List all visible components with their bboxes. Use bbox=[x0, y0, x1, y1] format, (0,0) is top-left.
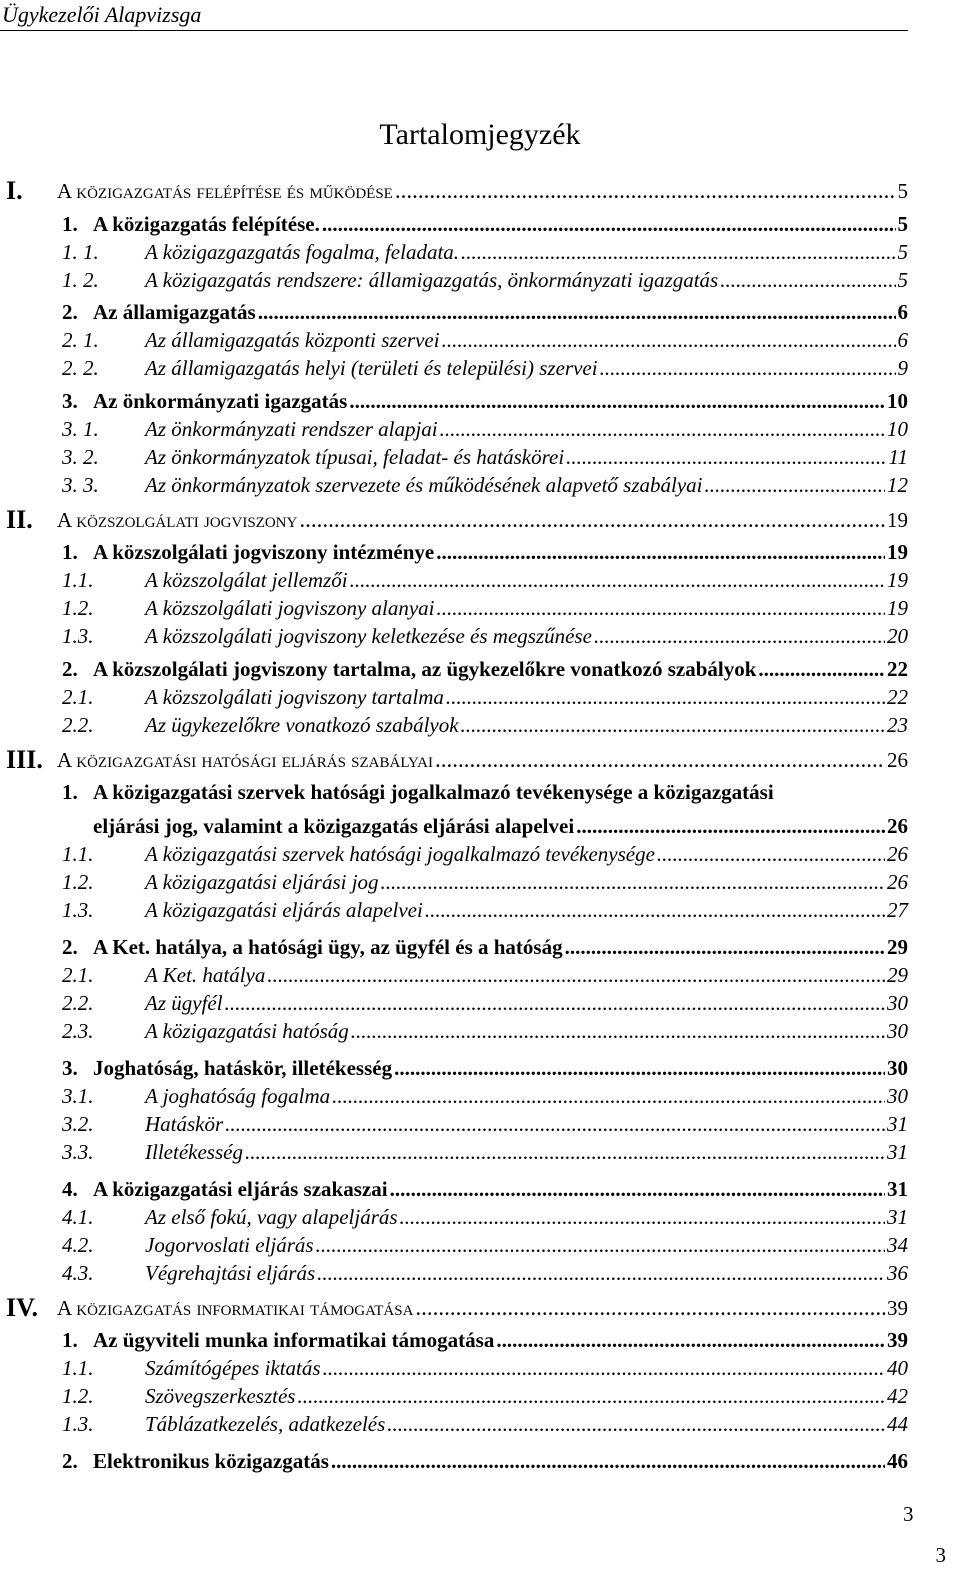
toc-entry[interactable] bbox=[0, 1053, 960, 1083]
toc-entry-page: 42 bbox=[885, 1381, 908, 1411]
toc-entry-leader bbox=[145, 325, 908, 355]
toc-entry[interactable] bbox=[0, 654, 960, 684]
dot-leader bbox=[245, 1137, 885, 1167]
toc-entry-text: Az ügykezelőkre vonatkozó szabályok bbox=[145, 710, 461, 740]
toc-entry-leader bbox=[145, 895, 908, 925]
dot-leader bbox=[225, 1109, 885, 1139]
toc-entry-text: A közigazgatási hatóság bbox=[145, 1016, 351, 1046]
toc-entry-page: 9 bbox=[896, 353, 909, 383]
toc-entry-leader bbox=[93, 654, 908, 684]
dot-leader bbox=[390, 1174, 885, 1204]
dot-leader bbox=[322, 209, 896, 239]
toc-entry-text: A közigazgatás felépítése. bbox=[93, 209, 322, 239]
toc-entry-text: A közszolgálati jogviszony tartalma bbox=[145, 682, 446, 712]
toc-entry-leader bbox=[57, 745, 908, 775]
toc-entry-leader bbox=[145, 1016, 908, 1046]
toc-entry-page: 22 bbox=[885, 654, 908, 684]
toc-entry-page: 22 bbox=[885, 682, 908, 712]
dot-leader bbox=[442, 325, 896, 355]
toc-entry-page: 11 bbox=[887, 442, 908, 472]
toc-entry-leader bbox=[93, 537, 908, 567]
toc-entry-page: 26 bbox=[885, 745, 908, 775]
toc-entry-page: 20 bbox=[885, 621, 908, 651]
dot-leader bbox=[351, 1016, 885, 1046]
toc-entry-page: 39 bbox=[885, 1325, 908, 1355]
toc-entry-number: 4.1. bbox=[62, 1205, 94, 1229]
toc-entry-page: 26 bbox=[885, 811, 908, 841]
toc-entry-text: Számítógépes iktatás bbox=[145, 1353, 323, 1383]
toc-entry-text: A joghatóság fogalma bbox=[145, 1081, 332, 1111]
toc-entry-number: 4. bbox=[62, 1177, 78, 1201]
dot-leader bbox=[657, 839, 885, 869]
dot-leader bbox=[316, 1230, 885, 1260]
toc-entry-page: 10 bbox=[885, 386, 908, 416]
toc-entry[interactable] bbox=[0, 209, 960, 239]
toc-entry-number: 1.1. bbox=[62, 842, 94, 866]
toc-entry-text: Az önkormányzati igazgatás bbox=[93, 386, 349, 416]
dot-leader bbox=[440, 414, 885, 444]
toc-entry-text: Az ügyfél bbox=[145, 988, 225, 1018]
toc-entry[interactable] bbox=[0, 777, 960, 841]
toc-entry-leader bbox=[145, 1081, 908, 1111]
toc-entry-number: 3. 3. bbox=[62, 473, 99, 497]
toc-entry-number: 3. 2. bbox=[62, 445, 99, 469]
toc-entry[interactable] bbox=[0, 682, 960, 712]
toc-entry-leader bbox=[145, 1202, 908, 1232]
toc-entry-leader bbox=[57, 505, 908, 535]
dot-leader bbox=[594, 621, 885, 651]
toc-entry-number: 1.2. bbox=[62, 596, 94, 620]
toc-entry-number: 2. 2. bbox=[62, 356, 99, 380]
toc-entry-leader bbox=[145, 1381, 908, 1411]
toc-entry-text-line1: A közigazgatási szervek hatósági jogalkalmazó tevékenysége a közigazgatási bbox=[93, 780, 774, 804]
toc-entry-page: 29 bbox=[885, 960, 908, 990]
toc-entry-page: 12 bbox=[885, 470, 908, 500]
toc-entry-leader bbox=[145, 442, 908, 472]
toc-entry[interactable] bbox=[0, 988, 960, 1018]
toc-entry-page: 30 bbox=[885, 1053, 908, 1083]
toc-entry[interactable] bbox=[0, 1258, 960, 1288]
dot-leader bbox=[323, 1353, 885, 1383]
toc-entry-leader bbox=[93, 811, 908, 841]
toc-entry-number: 3.1. bbox=[62, 1084, 94, 1108]
dot-leader bbox=[436, 537, 885, 567]
dot-leader bbox=[350, 565, 885, 595]
toc-entry-page: 26 bbox=[885, 839, 908, 869]
toc-entry-text: Illetékesség bbox=[145, 1137, 245, 1167]
dot-leader bbox=[576, 811, 885, 841]
toc-entry-number: 4.3. bbox=[62, 1261, 94, 1285]
toc-entry-text: A közigazgatási eljárási jog bbox=[145, 867, 381, 897]
toc-entry-leader bbox=[145, 1137, 908, 1167]
toc-entry-leader bbox=[145, 1230, 908, 1260]
dot-leader bbox=[437, 593, 885, 623]
toc-entry-number: 4.2. bbox=[62, 1233, 94, 1257]
toc-entry-text: A közigazgatás felépítése és működése bbox=[57, 176, 395, 206]
toc-entry[interactable] bbox=[0, 839, 960, 869]
toc-entry-text: A közigazgatási szervek hatósági jogalkalmazó tevékenysége bbox=[145, 839, 657, 869]
toc-entry-number: 2. bbox=[62, 300, 78, 324]
toc-entry-leader bbox=[93, 297, 908, 327]
toc-entry-page: 31 bbox=[885, 1109, 908, 1139]
toc-entry-text: A Ket. hatálya bbox=[145, 960, 267, 990]
toc-entry-leader bbox=[57, 176, 908, 206]
toc-entry-page: 19 bbox=[885, 505, 908, 535]
toc-entry[interactable] bbox=[0, 1353, 960, 1383]
toc-entry-text: Elektronikus közigazgatás bbox=[93, 1446, 331, 1476]
toc-entry-number: 3. bbox=[62, 389, 78, 413]
toc-entry[interactable] bbox=[0, 895, 960, 925]
toc-entry-text: A közszolgálati jogviszony alanyai bbox=[145, 593, 437, 623]
dot-leader bbox=[415, 1293, 885, 1323]
toc-entry[interactable] bbox=[0, 1293, 960, 1323]
toc-entry-leader bbox=[145, 839, 908, 869]
toc-entry[interactable] bbox=[0, 745, 960, 775]
toc-entry-number: 1. bbox=[62, 1328, 78, 1352]
dot-leader bbox=[332, 1081, 885, 1111]
toc-entry-leader bbox=[145, 593, 908, 623]
toc-entry-number: III. bbox=[6, 745, 43, 774]
toc-entry-number: 3. 1. bbox=[62, 417, 99, 441]
toc-entry[interactable] bbox=[0, 237, 960, 267]
toc-entry-text: A közigazgatási eljárás alapelvei bbox=[145, 895, 425, 925]
toc-entry-number: 2.2. bbox=[62, 713, 94, 737]
dot-leader bbox=[565, 932, 885, 962]
header-title: Ügykezelői Alapvizsga bbox=[2, 2, 202, 27]
toc-entry-leader bbox=[145, 237, 908, 267]
dot-leader bbox=[331, 1446, 885, 1476]
dot-leader bbox=[381, 867, 885, 897]
dot-leader bbox=[258, 297, 896, 327]
toc-entry-page: 5 bbox=[896, 209, 909, 239]
dot-leader bbox=[496, 1325, 885, 1355]
toc-entry[interactable] bbox=[0, 265, 960, 295]
toc-entry-number: IV. bbox=[6, 1293, 39, 1322]
toc-entry-page: 10 bbox=[885, 414, 908, 444]
dot-leader bbox=[425, 895, 885, 925]
toc-entry-page: 19 bbox=[885, 565, 908, 595]
toc-entry-text: A közszolgálati jogviszony tartalma, az ügykezelőkre vonatkozó szabályok bbox=[93, 654, 758, 684]
toc-entry[interactable] bbox=[0, 1409, 960, 1439]
toc-entry[interactable] bbox=[0, 1202, 960, 1232]
toc-entry-number: 1.3. bbox=[62, 1412, 94, 1436]
toc-entry[interactable] bbox=[0, 1137, 960, 1167]
toc-entry-leader bbox=[145, 1258, 908, 1288]
toc-entry-text: Az államigazgatás központi szervei bbox=[145, 325, 442, 355]
toc-entry[interactable] bbox=[0, 1174, 960, 1204]
toc-entry-leader bbox=[145, 1353, 908, 1383]
toc-entry[interactable] bbox=[0, 537, 960, 567]
toc-entry-number: 3.2. bbox=[62, 1112, 94, 1136]
dot-leader bbox=[400, 1202, 885, 1232]
toc-entry-leader bbox=[145, 682, 908, 712]
toc-entry-number: I. bbox=[6, 176, 23, 205]
toc-entry[interactable] bbox=[0, 1381, 960, 1411]
toc-entry-leader bbox=[145, 470, 908, 500]
toc-entry-leader bbox=[93, 1053, 908, 1083]
page-number: 3 bbox=[935, 1543, 946, 1567]
toc-entry-page: 31 bbox=[885, 1202, 908, 1232]
toc-entry-text: eljárási jog, valamint a közigazgatás eljárási alapelvei bbox=[93, 811, 576, 841]
toc-entry-page: 23 bbox=[885, 710, 908, 740]
toc-entry-text: Az államigazgatás helyi (területi és települési) szervei bbox=[145, 353, 600, 383]
toc-entry[interactable] bbox=[0, 505, 960, 535]
page-header bbox=[0, 0, 908, 31]
toc-entry-number: 1. bbox=[62, 780, 78, 804]
toc-entry-number: 3.3. bbox=[62, 1140, 94, 1164]
toc-entry-text: Joghatóság, hatáskör, illetékesség bbox=[93, 1053, 394, 1083]
toc-entry-text: A közigazgatás informatikai támogatása bbox=[57, 1293, 415, 1323]
toc-entry[interactable] bbox=[0, 297, 960, 327]
dot-leader bbox=[394, 1053, 885, 1083]
toc-entry[interactable] bbox=[0, 176, 960, 206]
toc-entry-page: 6 bbox=[896, 325, 909, 355]
toc-entry-page: 29 bbox=[885, 932, 908, 962]
toc-entry[interactable] bbox=[0, 442, 960, 472]
toc-entry[interactable] bbox=[0, 325, 960, 355]
toc-entry-text: Az államigazgatás bbox=[93, 297, 258, 327]
toc-entry-number: 1. 1. bbox=[62, 240, 99, 264]
toc-entry-number: 1.3. bbox=[62, 898, 94, 922]
toc-entry-page: 31 bbox=[885, 1137, 908, 1167]
toc-entry[interactable] bbox=[0, 565, 960, 595]
toc-entry-leader bbox=[145, 1109, 908, 1139]
toc-entry[interactable] bbox=[0, 1446, 960, 1476]
toc-entry[interactable] bbox=[0, 593, 960, 623]
toc-entry-number: 1.2. bbox=[62, 1384, 94, 1408]
toc-entry-text: A közigazgazgatás fogalma, feladata. bbox=[145, 237, 461, 267]
toc-entry-page: 5 bbox=[896, 265, 909, 295]
dot-leader bbox=[705, 470, 885, 500]
toc-entry-text: A közszolgálati jogviszony bbox=[57, 505, 299, 535]
toc-entry[interactable] bbox=[0, 386, 960, 416]
toc-entry-number: 2.1. bbox=[62, 685, 94, 709]
dot-leader bbox=[758, 654, 885, 684]
toc-entry-page: 31 bbox=[885, 1174, 908, 1204]
toc-entry-page: 5 bbox=[896, 176, 909, 206]
toc-entry-text: A közigazgatás rendszere: államigazgatás, önkormányzati igazgatás bbox=[145, 265, 720, 295]
toc-entry-leader bbox=[145, 988, 908, 1018]
toc-entry-page: 40 bbox=[885, 1353, 908, 1383]
toc-entry-text: Az önkormányzatok típusai, feladat- és hatáskörei bbox=[145, 442, 566, 472]
dot-leader bbox=[267, 960, 885, 990]
toc-entry-page: 46 bbox=[885, 1446, 908, 1476]
toc-entry-text: Végrehajtási eljárás bbox=[145, 1258, 317, 1288]
dot-leader bbox=[349, 386, 885, 416]
dot-leader bbox=[566, 442, 886, 472]
toc-entry[interactable] bbox=[0, 1016, 960, 1046]
toc-entry-number: 2.1. bbox=[62, 963, 94, 987]
toc-entry-page: 30 bbox=[885, 1016, 908, 1046]
toc-entry-page: 44 bbox=[885, 1409, 908, 1439]
dot-leader bbox=[461, 710, 885, 740]
toc-entry-text: Az első fokú, vagy alapeljárás bbox=[145, 1202, 400, 1232]
dot-leader bbox=[600, 353, 896, 383]
toc-entry-page: 5 bbox=[896, 237, 909, 267]
toc-entry-text: A Ket. hatálya, a hatósági ügy, az ügyfél és a hatóság bbox=[93, 932, 565, 962]
toc-entry-number: 1.1. bbox=[62, 1356, 94, 1380]
toc-entry-page: 30 bbox=[885, 1081, 908, 1111]
toc-entry-number: 1.1. bbox=[62, 568, 94, 592]
toc-entry[interactable] bbox=[0, 1109, 960, 1139]
toc-entry-leader bbox=[145, 265, 908, 295]
toc-entry-page: 27 bbox=[885, 895, 908, 925]
toc-entry-leader bbox=[93, 1446, 908, 1476]
toc-entry-number: 2.3. bbox=[62, 1019, 94, 1043]
toc-entry[interactable] bbox=[0, 470, 960, 500]
toc-entry-leader bbox=[145, 621, 908, 651]
toc-entry-text: A közigazgatási hatósági eljárás szabályai bbox=[57, 745, 435, 775]
toc-entry-text: Jogorvoslati eljárás bbox=[145, 1230, 316, 1260]
toc-entry-leader bbox=[57, 1293, 908, 1323]
toc-entry-text: A közszolgálati jogviszony intézménye bbox=[93, 537, 436, 567]
dot-leader bbox=[720, 265, 895, 295]
toc-entry-number: 1. 2. bbox=[62, 268, 99, 292]
toc-entry-page: 19 bbox=[885, 537, 908, 567]
toc-entry[interactable] bbox=[0, 710, 960, 740]
toc-entry-leader bbox=[145, 867, 908, 897]
toc-entry[interactable] bbox=[0, 621, 960, 651]
toc-entry[interactable] bbox=[0, 414, 960, 444]
toc-entry-leader bbox=[93, 1325, 908, 1355]
toc-entry-leader bbox=[145, 1409, 908, 1439]
toc-entry-leader bbox=[145, 353, 908, 383]
toc-entry-page: 30 bbox=[885, 988, 908, 1018]
toc-entry-leader bbox=[145, 960, 908, 990]
toc-entry[interactable] bbox=[0, 1230, 960, 1260]
toc-entry-text: Az önkormányzati rendszer alapjai bbox=[145, 414, 440, 444]
toc-entry-leader bbox=[93, 209, 908, 239]
toc-entry-number: 1. bbox=[62, 212, 78, 236]
toc-entry[interactable] bbox=[0, 1325, 960, 1355]
toc-entry-number: 2. bbox=[62, 1449, 78, 1473]
toc-entry-page: 26 bbox=[885, 867, 908, 897]
toc-entry-number: 1.3. bbox=[62, 624, 94, 648]
toc-entry-page: 19 bbox=[885, 593, 908, 623]
dot-leader bbox=[299, 505, 885, 535]
toc-entry-number: 2.2. bbox=[62, 991, 94, 1015]
dot-leader bbox=[317, 1258, 885, 1288]
toc-entry-text: A közigazgatási eljárás szakaszai bbox=[93, 1174, 390, 1204]
toc-entry-leader bbox=[93, 1174, 908, 1204]
toc-entry-leader bbox=[93, 932, 908, 962]
toc-entry-leader bbox=[145, 710, 908, 740]
toc-entry-number: 1. bbox=[62, 540, 78, 564]
dot-leader bbox=[446, 682, 885, 712]
dot-leader bbox=[461, 237, 895, 267]
toc-entry[interactable] bbox=[0, 1081, 960, 1111]
toc-entry-page: 39 bbox=[885, 1293, 908, 1323]
page-number-overlay: 3 bbox=[903, 1502, 914, 1526]
dot-leader bbox=[225, 988, 885, 1018]
toc-entry-number: 2. bbox=[62, 935, 78, 959]
dot-leader bbox=[395, 176, 896, 206]
toc-entry-page: 34 bbox=[885, 1230, 908, 1260]
toc-entry[interactable] bbox=[0, 867, 960, 897]
toc-entry[interactable] bbox=[0, 932, 960, 962]
toc-entry-number: 2. bbox=[62, 657, 78, 681]
toc-entry-page: 36 bbox=[885, 1258, 908, 1288]
toc-entry-number: II. bbox=[6, 505, 33, 534]
toc-entry-text: A közszolgálati jogviszony keletkezése és megszűnése bbox=[145, 621, 594, 651]
dot-leader bbox=[387, 1409, 885, 1439]
dot-leader bbox=[435, 745, 885, 775]
toc-entry-leader bbox=[145, 414, 908, 444]
toc-entry-number: 1.2. bbox=[62, 870, 94, 894]
toc-entry-text: Táblázatkezelés, adatkezelés bbox=[145, 1409, 387, 1439]
toc-title: Tartalomjegyzék bbox=[379, 118, 581, 152]
toc-entry[interactable] bbox=[0, 353, 960, 383]
toc-entry-text: Az ügyviteli munka informatikai támogatása bbox=[93, 1325, 496, 1355]
toc-entry-text: Az önkormányzatok szervezete és működésének alapvető szabályai bbox=[145, 470, 705, 500]
toc-entry-leader bbox=[93, 386, 908, 416]
toc-entry-text: A közszolgálat jellemzői bbox=[145, 565, 350, 595]
dot-leader bbox=[297, 1381, 885, 1411]
toc-entry-text: Szövegszerkesztés bbox=[145, 1381, 297, 1411]
toc-entry-page: 6 bbox=[896, 297, 909, 327]
toc-entry-number: 3. bbox=[62, 1056, 78, 1080]
toc-entry-leader bbox=[145, 565, 908, 595]
toc-entry[interactable] bbox=[0, 960, 960, 990]
toc-entry-text: Hatáskör bbox=[145, 1109, 225, 1139]
toc-entry-number: 2. 1. bbox=[62, 328, 99, 352]
